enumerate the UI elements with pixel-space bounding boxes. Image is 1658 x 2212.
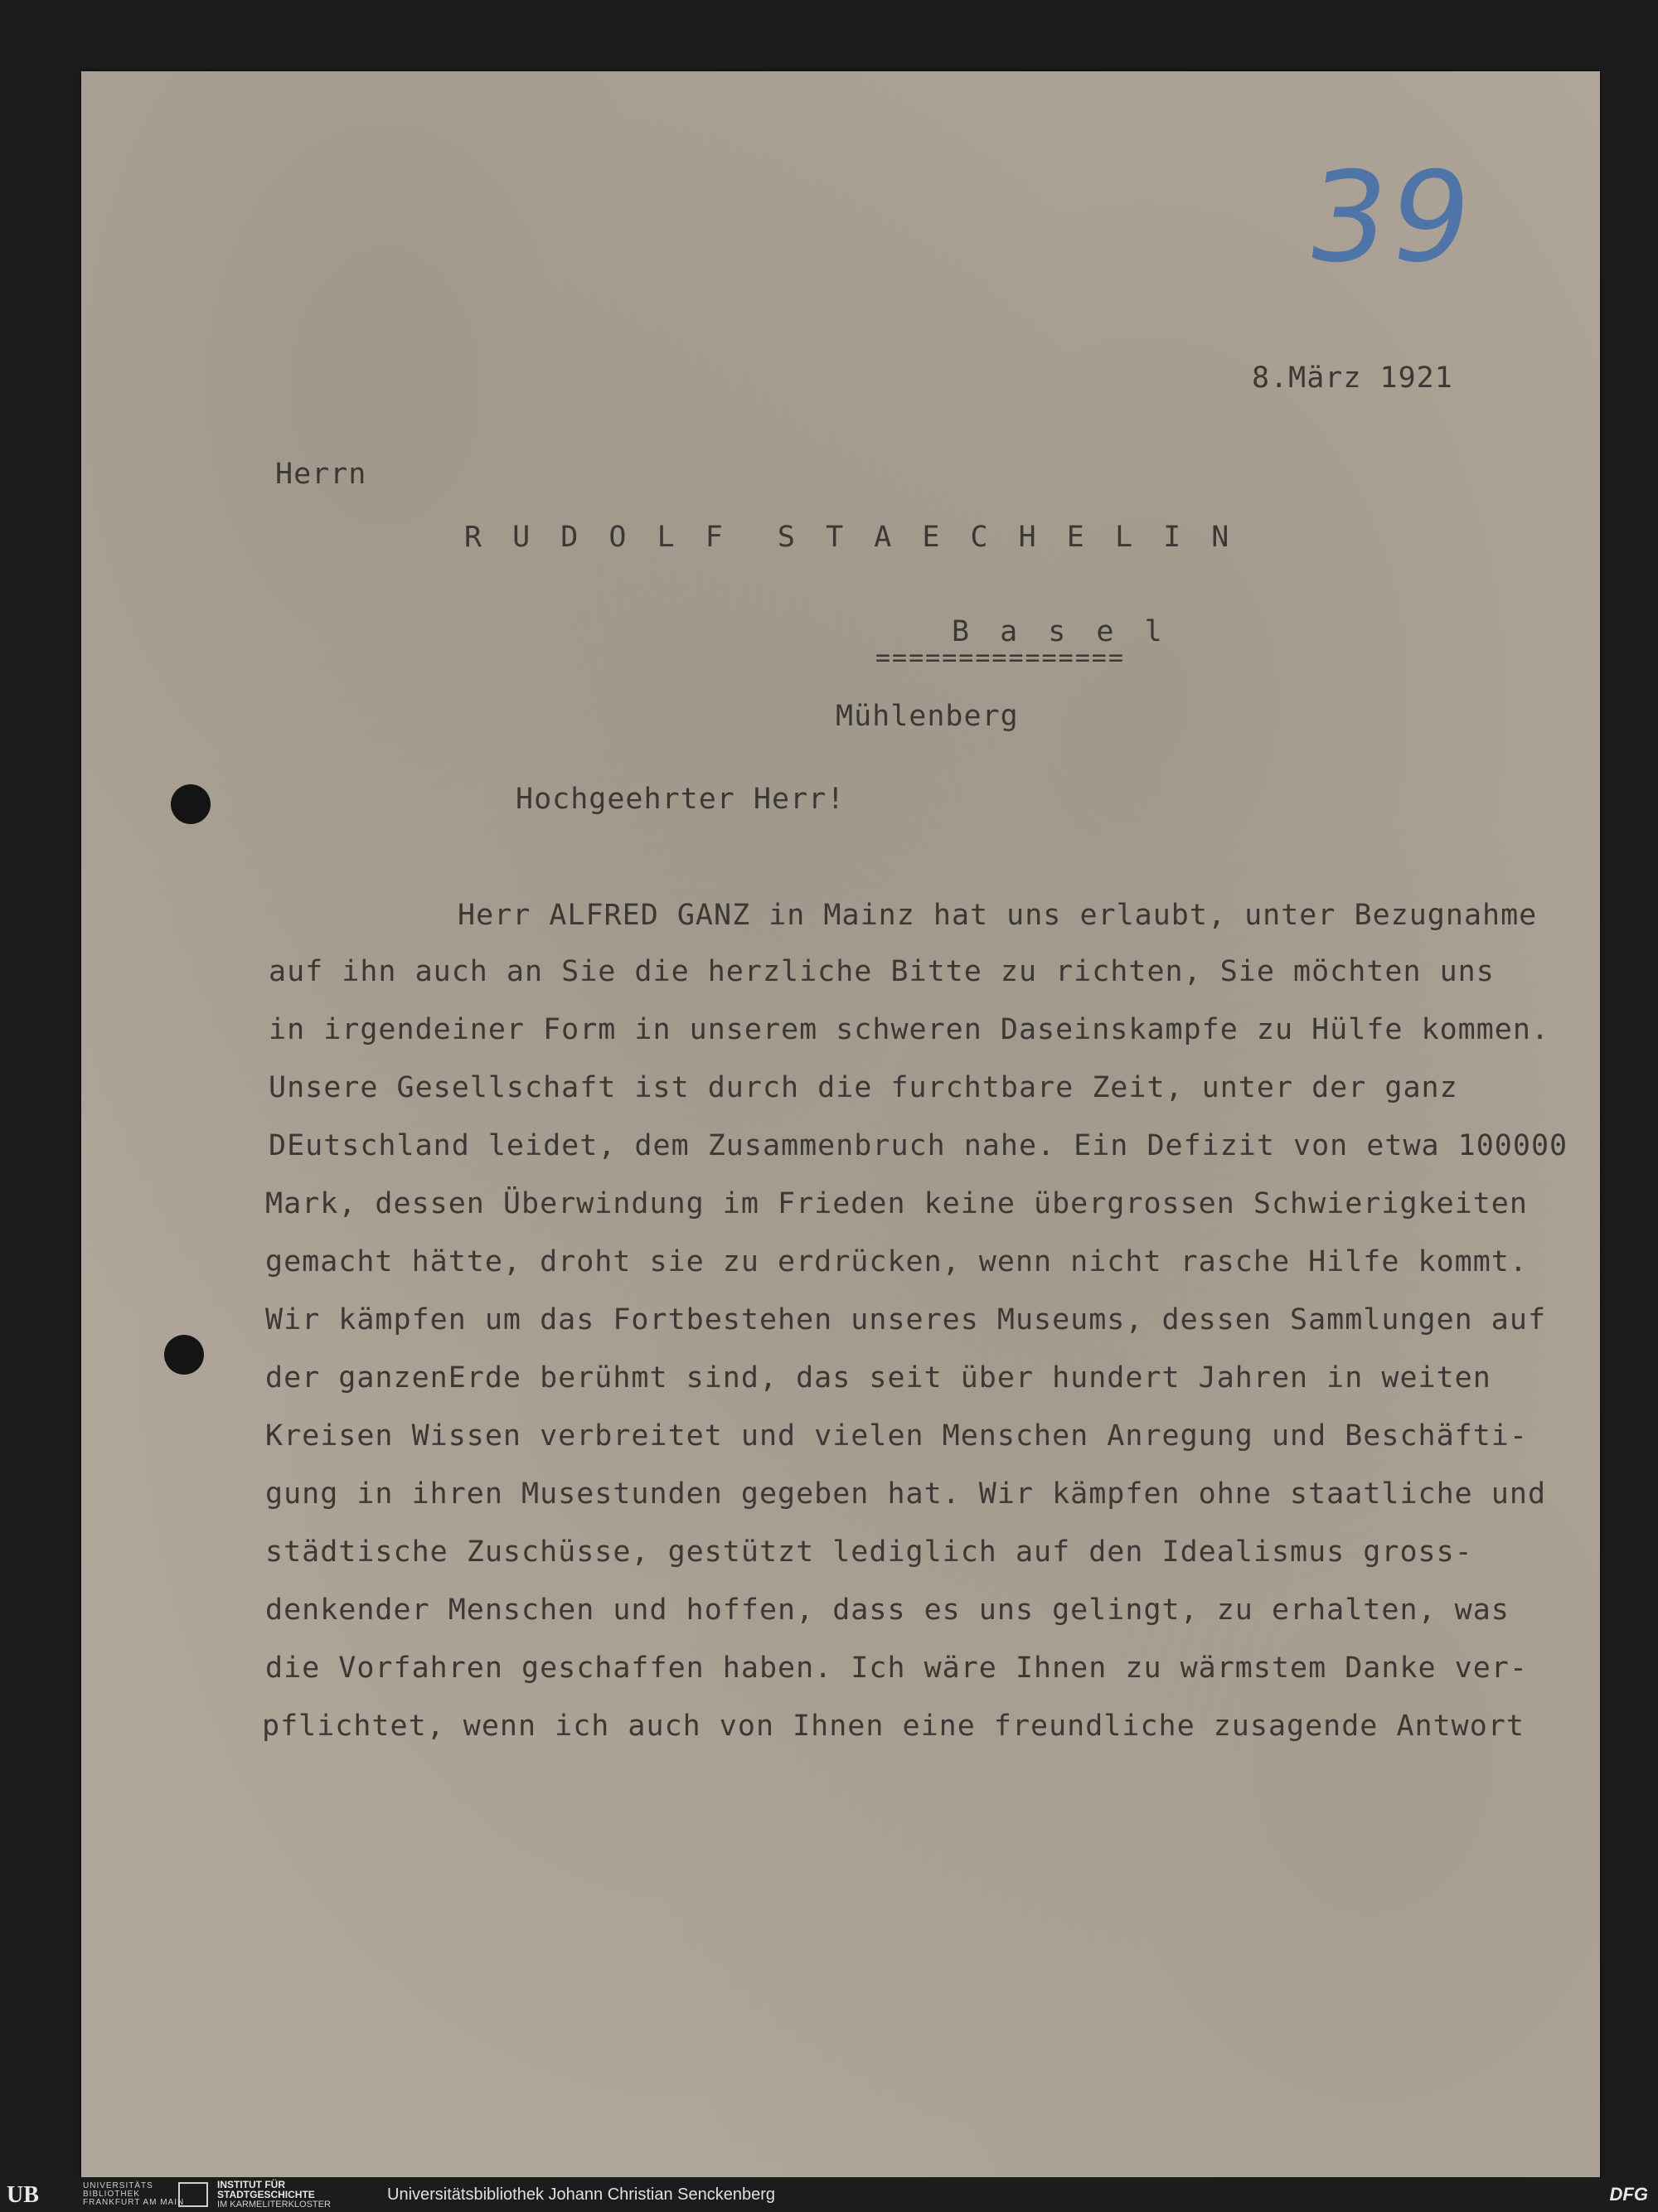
body-line: der ganzenErde berühmt sind, das seit über hundert Jahren in weiten <box>265 1361 1491 1395</box>
recipient-name: R U D O L F S T A E C H E L I N <box>464 521 1236 554</box>
recipient-city: B a s e l <box>952 615 1169 648</box>
body-line: Kreisen Wissen verbreitet und vielen Menschen Anregung und Beschäfti- <box>265 1419 1528 1453</box>
institute-logo-icon <box>178 2182 208 2207</box>
punch-hole <box>164 1335 204 1375</box>
institute-line: STADTGESCHICHTE <box>217 2189 315 2200</box>
dfg-logo: DFG <box>1609 2184 1648 2205</box>
ub-line: FRANKFURT AM MAIN <box>83 2198 185 2207</box>
ub-text <box>83 2182 184 2207</box>
body-line: denkender Menschen und hoffen, dass es uns gelingt, zu erhalten, was <box>265 1594 1510 1627</box>
body-line: in irgendeiner Form in unserem schweren Daseinskampfe zu Hülfe kommen. <box>269 1013 1550 1046</box>
footer-bar <box>0 2177 1658 2212</box>
city-underline: =============== <box>875 643 1125 672</box>
folio-number: 39 <box>1297 146 1484 290</box>
letter-date: 8.März 1921 <box>1252 361 1453 395</box>
library-name: Universitätsbibliothek Johann Christian Senckenberg <box>387 2185 776 2204</box>
address-salutation: Herrn <box>275 458 367 491</box>
body-line: städtische Zuschüsse, gestützt lediglich auf den Idealismus gross- <box>265 1535 1473 1569</box>
body-line: Mark, dessen Überwindung im Frieden keine übergrossen Schwierigkeiten <box>265 1187 1528 1220</box>
body-line: Wir kämpfen um das Fortbestehen unseres Museums, dessen Sammlungen auf <box>265 1303 1547 1336</box>
body-line: gemacht hätte, droht sie zu erdrücken, wenn nicht rasche Hilfe kommt. <box>265 1245 1528 1278</box>
institute-text <box>217 2180 331 2210</box>
punch-hole <box>171 784 211 824</box>
recipient-street: Mühlenberg <box>836 700 1019 733</box>
ub-logo: UB <box>7 2182 39 2208</box>
institute-line: INSTITUT FÜR <box>217 2179 285 2190</box>
body-line: auf ihn auch an Sie die herzliche Bitte zu richten, Sie möchten uns <box>269 955 1495 988</box>
letter-page <box>81 71 1600 2177</box>
body-line: die Vorfahren geschaffen haben. Ich wäre Ihnen zu wärmstem Danke ver- <box>265 1652 1528 1685</box>
body-line: gung in ihren Musestunden gegeben hat. Wir kämpfen ohne staatliche und <box>265 1477 1547 1511</box>
ub-line: UNIVERSITÄTS <box>83 2181 153 2190</box>
body-line: Unsere Gesellschaft ist durch die furchtbare Zeit, unter der ganz <box>269 1071 1458 1104</box>
body-line: Herr ALFRED GANZ in Mainz hat uns erlaubt, unter Bezugnahme <box>458 899 1538 932</box>
body-line: pflichtet, wenn ich auch von Ihnen eine freundliche zusagende Antwort <box>262 1710 1525 1743</box>
ub-line: BIBLIOTHEK <box>83 2190 140 2199</box>
body-line: DEutschland leidet, dem Zusammenbruch nahe. Ein Defizit von etwa 100000 <box>269 1129 1568 1162</box>
greeting: Hochgeehrter Herr! <box>516 783 846 816</box>
institute-line: IM KARMELITERKLOSTER <box>217 2200 331 2210</box>
